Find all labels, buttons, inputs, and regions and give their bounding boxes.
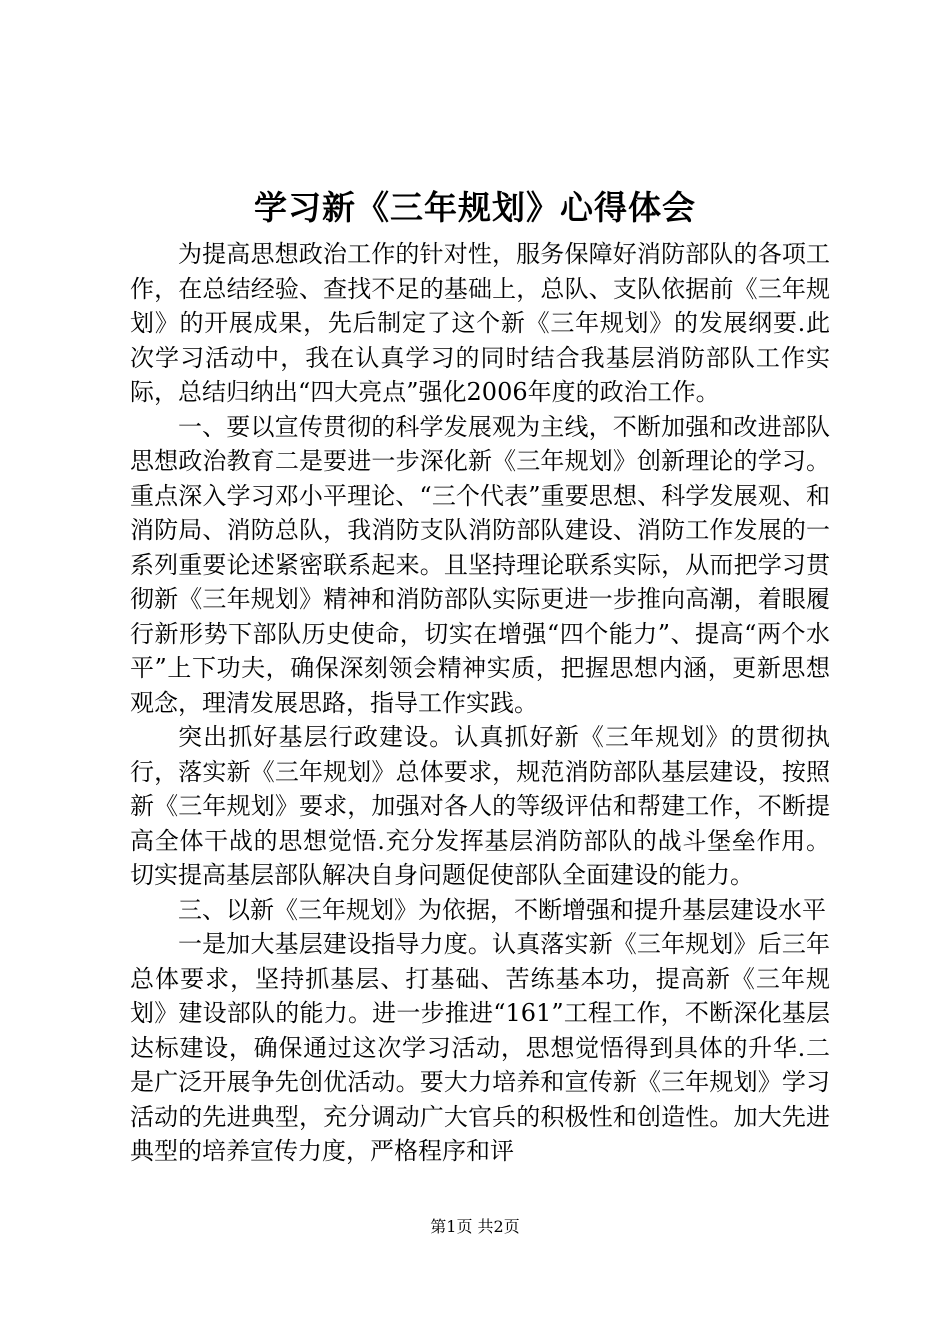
- document-body: [130, 237, 830, 1169]
- page-footer: 第1页 共2页: [430, 1217, 520, 1236]
- paragraph-section-one: 一、要以宣传贯彻的科学发展观为主线，不断加强和改进部队思想政治教育二是要进一步深化新《三年规划》创新理论的学习。重点深入学习邓小平理论、“三个代表”重要思想、科学发展观、和消防局、消防总队，我消防支队消防部队建设、消防工作发展的一系列重要论述紧密联系起来。且坚持理论联系实际，从而把学习贯彻新《三年规划》精神和消防部队实际更进一步推向高潮，着眼履行新形势下部队历史使命，切实在增强“四个能力”、提高“两个水平”上下功夫，确保深刻领会精神实质，把握思想内涵，更新思想观念，理清发展思路，指导工作实践。: [130, 412, 830, 717]
- document-title: 学习新《三年规划》心得体会: [254, 188, 696, 227]
- paragraph-intro: 为提高思想政治工作的针对性，服务保障好消防部队的各项工作，在总结经验、查找不足的基础上，总队、支队依据前《三年规划》的开展成果，先后制定了这个新《三年规划》的发展纲要.此次学习活动中，我在认真学习的同时结合我基层消防部队工作实际，总结归纳出“四大亮点”强化2006年度的政治工作。: [130, 240, 830, 406]
- paragraph-grassroots: 突出抓好基层行政建设。认真抓好新《三年规划》的贯彻执行，落实新《三年规划》总体要求，规范消防部队基层建设，按照新《三年规划》要求，加强对各人的等级评估和帮建工作，不断提高全体干战的思想觉悟.充分发挥基层消防部队的战斗堡垒作用。切实提高基层部队解决自身问题促使部队全面建设的能力。: [130, 723, 830, 889]
- paragraph-section-three-body: 一是加大基层建设指导力度。认真落实新《三年规划》后三年总体要求，坚持抓基层、打基础、苦练基本功，提高新《三年规划》建设部队的能力。进一步推进“161”工程工作，不断深化基层达标建设，确保通过这次学习活动，思想觉悟得到具体的升华.二是广泛开展争先创优活动。要大力培养和宣传新《三年规划》学习活动的先进典型，充分调动广大官兵的积极性和创造性。加大先进典型的培养宣传力度，严格程序和评: [130, 930, 830, 1165]
- paragraph-section-three-heading: 三、以新《三年规划》为依据，不断增强和提升基层建设水平: [178, 895, 826, 924]
